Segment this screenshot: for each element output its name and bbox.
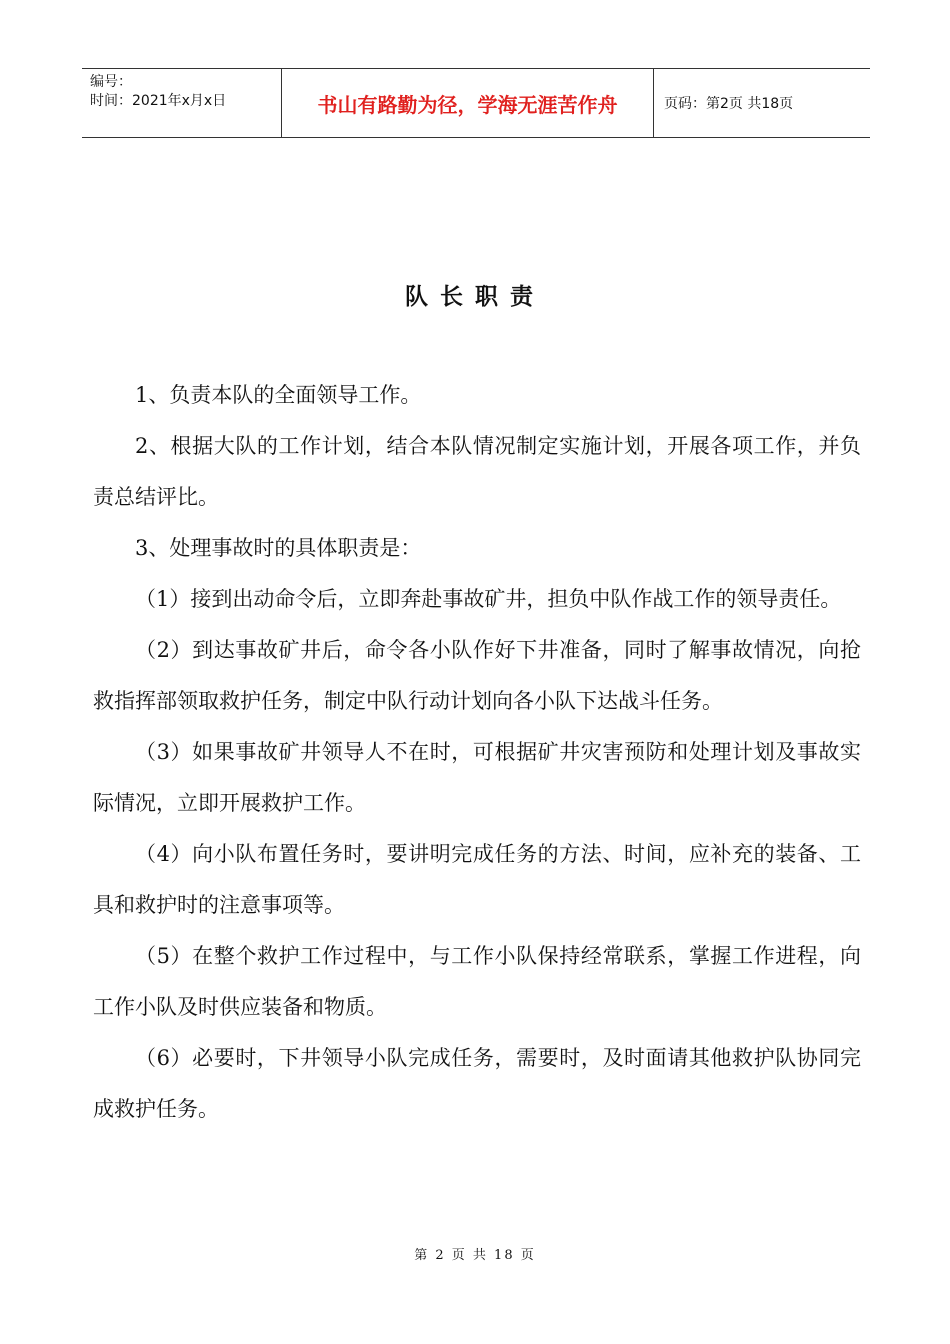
header-meta-cell [82, 69, 282, 137]
paragraph: （5）在整个救护工作过程中，与工作小队保持经常联系，掌握工作进程，向工作小队及时供应装备和物质。 [93, 944, 861, 1019]
header-page-info: 页码：第2页 共18页 [664, 96, 794, 112]
paragraph: 1、负责本队的全面领导工作。 [135, 383, 422, 407]
paragraph: （2）到达事故矿井后，命令各小队作好下井准备，同时了解事故情况，向抢救指挥部领取救护任务，制定中队行动计划向各小队下达战斗任务。 [93, 638, 861, 713]
paragraph: （3）如果事故矿井领导人不在时，可根据矿井灾害预防和处理计划及事故实际情况，立即开展救护工作。 [93, 740, 861, 815]
paragraph: （6）必要时，下井领导小队完成任务，需要时，及时面请其他救护队协同完成救护任务。 [93, 1046, 861, 1121]
paragraph: （1）接到出动命令后，立即奔赴事故矿井，担负中队作战工作的领导责任。 [135, 587, 842, 611]
header-motto-cell [282, 69, 654, 137]
document-time-label: 时间：2021年x月x日 [90, 93, 227, 109]
header-page-cell [654, 69, 870, 137]
paragraph: 3、处理事故时的具体职责是： [135, 536, 422, 560]
document-body [93, 370, 861, 1135]
paragraph: （4）向小队布置任务时，要讲明完成任务的方法、时间，应补充的装备、工具和救护时的注意事项等。 [93, 842, 861, 917]
document-title: 队长职责 [405, 284, 545, 310]
document-number-label: 编号： [90, 74, 132, 90]
header-table [82, 68, 870, 138]
header-motto: 书山有路勤为径，学海无涯苦作舟 [317, 92, 618, 117]
paragraph: 2、根据大队的工作计划，结合本队情况制定实施计划，开展各项工作，并负责总结评比。 [93, 434, 861, 509]
page-footer: 第 2 页 共 18 页 [414, 1248, 536, 1263]
